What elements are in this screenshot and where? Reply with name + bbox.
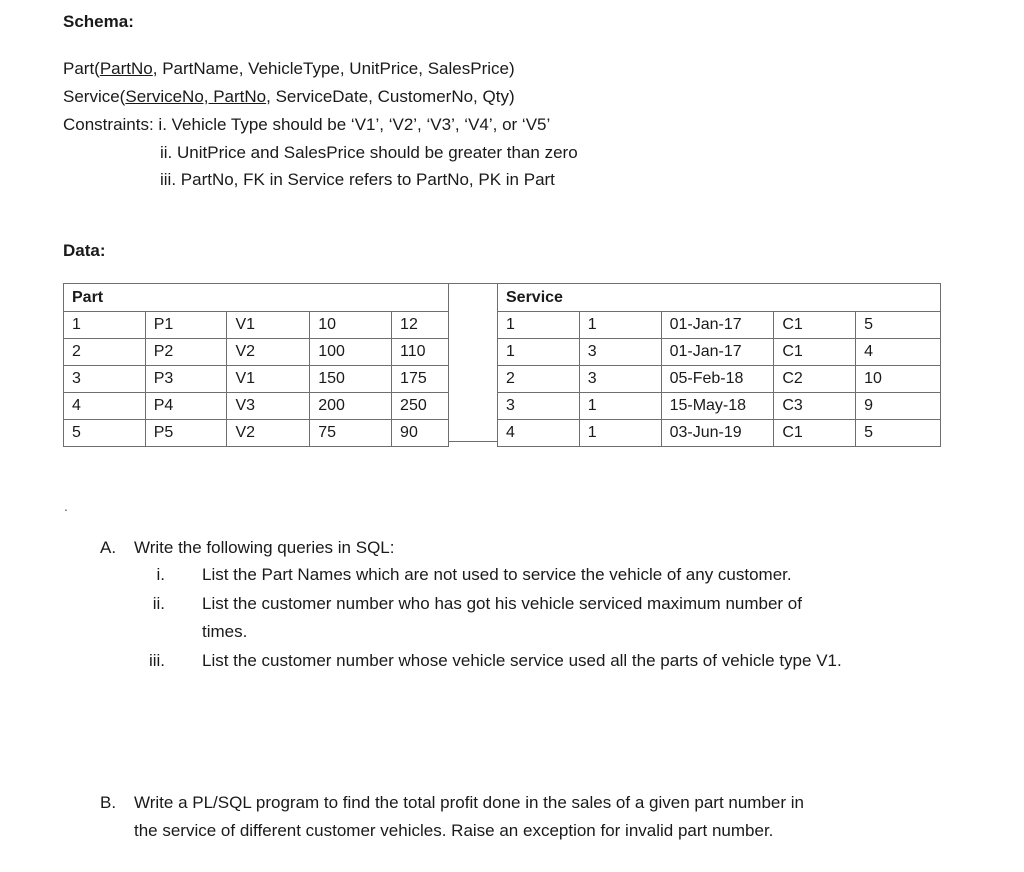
table-cell: V3 bbox=[227, 393, 310, 420]
table-cell: 1 bbox=[579, 393, 661, 420]
constraint-line-1: Constraints: i. Vehicle Type should be ‘V1’, ‘V2’, ‘V3’, ‘V4’, or ‘V5’ bbox=[63, 115, 551, 134]
section-b-text-line-1: Write a PL/SQL program to find the total profit done in the sales of a given part number in bbox=[134, 793, 804, 812]
table-cell: 90 bbox=[392, 420, 449, 447]
data-heading: Data: bbox=[63, 241, 106, 260]
table-cell: 250 bbox=[392, 393, 449, 420]
stray-mark: . bbox=[64, 498, 68, 514]
table-cell: 1 bbox=[498, 339, 580, 366]
table-cell: 03-Jun-19 bbox=[661, 420, 774, 447]
table-cell: V1 bbox=[227, 312, 310, 339]
table-cell: 3 bbox=[498, 393, 580, 420]
table-row bbox=[498, 366, 941, 393]
table-cell: P3 bbox=[145, 366, 227, 393]
table-cell: C1 bbox=[774, 420, 856, 447]
section-a-text: Write the following queries in SQL: bbox=[134, 538, 395, 557]
table-row bbox=[64, 393, 449, 420]
table-cell: 3 bbox=[579, 366, 661, 393]
table-cell: 1 bbox=[579, 312, 661, 339]
table-row bbox=[64, 420, 449, 447]
table-row bbox=[498, 420, 941, 447]
question-text-continued: times. bbox=[202, 622, 248, 641]
table-cell: 3 bbox=[579, 339, 661, 366]
table-cell: V2 bbox=[227, 420, 310, 447]
part-primary-key: PartNo bbox=[99, 59, 153, 78]
table-cell: C2 bbox=[774, 366, 856, 393]
table-cell: C3 bbox=[774, 393, 856, 420]
table-row bbox=[498, 393, 941, 420]
table-cell: 15-May-18 bbox=[661, 393, 774, 420]
table-cell: 01-Jan-17 bbox=[661, 312, 774, 339]
table-cell: 05-Feb-18 bbox=[661, 366, 774, 393]
table-cell: 2 bbox=[64, 339, 146, 366]
table-row bbox=[498, 312, 941, 339]
service-schema-line: Service(ServiceNo, PartNo, ServiceDate, CustomerNo, Qty) bbox=[63, 87, 515, 106]
table-cell: 110 bbox=[392, 339, 449, 366]
section-b-text-line-2: the service of different customer vehicles. Raise an exception for invalid part number. bbox=[134, 821, 774, 840]
question-number: iii. bbox=[148, 651, 165, 670]
table-cell: 175 bbox=[392, 366, 449, 393]
table-row bbox=[498, 339, 941, 366]
table-cell: 10 bbox=[856, 366, 941, 393]
table-cell: 12 bbox=[392, 312, 449, 339]
part-table-title: Part bbox=[64, 284, 449, 312]
table-cell: 75 bbox=[310, 420, 392, 447]
table-cell: V2 bbox=[227, 339, 310, 366]
service-primary-key: ServiceNo, PartNo bbox=[125, 87, 267, 106]
constraint-line-3: iii. PartNo, FK in Service refers to PartNo, PK in Part bbox=[160, 170, 555, 189]
table-cell: 1 bbox=[498, 312, 580, 339]
table-cell: 9 bbox=[856, 393, 941, 420]
table-cell: V1 bbox=[227, 366, 310, 393]
section-a-label: A. bbox=[100, 538, 117, 557]
table-cell: 200 bbox=[310, 393, 392, 420]
question-text: List the customer number who has got his vehicle serviced maximum number of bbox=[202, 594, 802, 613]
table-row bbox=[64, 312, 449, 339]
part-schema-line: Part(PartNo, PartName, VehicleType, UnitPrice, SalesPrice) bbox=[63, 59, 515, 78]
question-number: ii. bbox=[152, 594, 165, 613]
table-cell: 1 bbox=[64, 312, 146, 339]
question-text: List the Part Names which are not used to service the vehicle of any customer. bbox=[202, 565, 792, 584]
table-cell: P1 bbox=[145, 312, 227, 339]
table-cell: C1 bbox=[774, 339, 856, 366]
part-table bbox=[63, 283, 449, 447]
table-cell: 150 bbox=[310, 366, 392, 393]
table-cell: C1 bbox=[774, 312, 856, 339]
table-cell: P4 bbox=[145, 393, 227, 420]
section-b-label: B. bbox=[100, 793, 117, 812]
table-row bbox=[64, 339, 449, 366]
table-cell: 4 bbox=[64, 393, 146, 420]
service-table-title-row bbox=[498, 284, 941, 312]
table-cell: 2 bbox=[498, 366, 580, 393]
table-row bbox=[64, 366, 449, 393]
question-text: List the customer number whose vehicle service used all the parts of vehicle type V1. bbox=[202, 651, 842, 670]
table-cell: P5 bbox=[145, 420, 227, 447]
table-cell: 4 bbox=[498, 420, 580, 447]
table-gap-cell bbox=[449, 283, 497, 442]
question-number: i. bbox=[156, 565, 165, 584]
part-table-title-row bbox=[64, 284, 449, 312]
table-cell: 1 bbox=[579, 420, 661, 447]
table-cell: 5 bbox=[64, 420, 146, 447]
schema-heading: Schema: bbox=[63, 12, 134, 31]
table-cell: 01-Jan-17 bbox=[661, 339, 774, 366]
table-cell: 4 bbox=[856, 339, 941, 366]
service-table-title: Service bbox=[498, 284, 941, 312]
table-cell: 5 bbox=[856, 312, 941, 339]
service-table bbox=[497, 283, 941, 447]
table-cell: 5 bbox=[856, 420, 941, 447]
table-cell: 100 bbox=[310, 339, 392, 366]
constraint-line-2: ii. UnitPrice and SalesPrice should be greater than zero bbox=[160, 143, 578, 162]
table-cell: 3 bbox=[64, 366, 146, 393]
table-cell: P2 bbox=[145, 339, 227, 366]
table-cell: 10 bbox=[310, 312, 392, 339]
